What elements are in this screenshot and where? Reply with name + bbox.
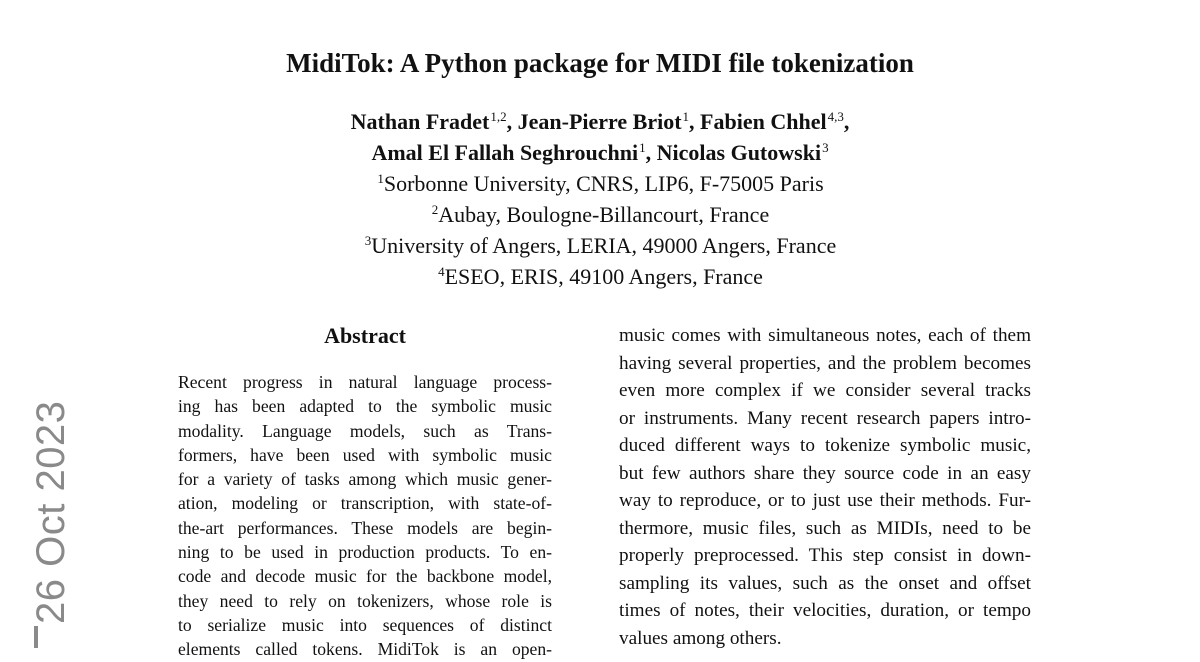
abstract-line: ation, modeling or transcription, with state-of- <box>178 493 552 514</box>
arxiv-sidebar-stamp <box>21 400 81 648</box>
abstract-line: Recent progress in natural language process- <box>178 372 552 392</box>
author-block <box>0 108 1200 294</box>
author-affiliation-marker: 1 <box>682 109 690 124</box>
abstract-line: ing has been adapted to the symbolic music <box>178 396 552 417</box>
author-name: Nicolas Gutowski <box>656 140 822 165</box>
body-line: values among others. <box>619 627 782 649</box>
body-line: having several properties, and the problem becomes <box>619 352 1031 374</box>
right-column-body <box>619 322 1031 652</box>
affiliation-text: ESEO, ERIS, 49100 Angers, France <box>444 264 763 289</box>
author-separator: , <box>689 109 701 134</box>
affiliation-marker: 4 <box>438 264 445 279</box>
author-name: Nathan Fradet <box>350 109 490 134</box>
body-line: duced different ways to tokenize symbolic music, <box>619 435 1031 456</box>
abstract-line: the-art performances. These models are begin- <box>178 517 552 538</box>
affiliation-marker: 3 <box>364 233 372 248</box>
body-line: times of notes, their velocities, duration, or tempo <box>619 600 1031 621</box>
abstract-line: ning to be used in production products. To en- <box>178 542 552 563</box>
body-line: thermore, music files, such as MIDIs, need to be <box>619 517 1031 539</box>
affiliation-text: Sorbonne University, CNRS, LIP6, F-75005 Paris <box>383 171 824 196</box>
abstract-heading: Abstract <box>324 323 406 348</box>
author-separator: , <box>843 109 850 134</box>
author-affiliation-marker: 3 <box>822 140 829 155</box>
body-line: or instruments. Many recent research papers intro- <box>619 407 1031 429</box>
author-names-line-2 <box>0 139 1200 170</box>
abstract-body <box>178 370 552 662</box>
affiliation-text: Aubay, Boulogne-Billancourt, France <box>438 202 770 227</box>
affiliation-marker: 1 <box>377 171 384 186</box>
author-name: Fabien Chhel <box>700 109 827 134</box>
body-line: even more complex if we consider several tracks <box>619 380 1031 401</box>
author-separator: , <box>506 109 518 134</box>
body-line: way to reproduce, or to just use their methods. Fur- <box>619 490 1031 511</box>
abstract-line: to serialize music into sequences of distinct <box>178 614 552 635</box>
author-name: Amal El Fallah Seghrouchni <box>371 140 639 165</box>
body-line: but few authors share they source code in an easy <box>619 462 1031 484</box>
body-line: properly preprocessed. This step consist in down- <box>619 545 1031 566</box>
abstract-line: they need to rely on tokenizers, whose role is <box>178 590 552 611</box>
abstract-line: code and decode music for the backbone model, <box>178 566 552 587</box>
affiliation <box>0 170 1200 201</box>
affiliation <box>0 232 1200 263</box>
author-separator: , <box>645 140 657 165</box>
author-names-line-1 <box>0 108 1200 139</box>
affiliation <box>0 263 1200 294</box>
author-name: Jean-Pierre Briot <box>517 109 682 134</box>
affiliation-text: University of Angers, LERIA, 49000 Angers, France <box>371 233 837 258</box>
body-line: music comes with simultaneous notes, each of them <box>619 325 1031 346</box>
arxiv-date: 26 Oct 2023 <box>29 400 73 624</box>
body-line: sampling its values, such as the onset and offset <box>619 572 1031 594</box>
abstract-line: modality. Language models, such as Trans- <box>178 420 552 441</box>
author-affiliation-marker: 4,3 <box>827 109 844 124</box>
affiliation-marker: 2 <box>431 202 439 217</box>
author-affiliation-marker: 1,2 <box>490 109 507 124</box>
arxiv-sidebar-bar <box>34 626 38 648</box>
author-affiliation-marker: 1 <box>639 140 646 155</box>
affiliation <box>0 201 1200 232</box>
abstract-line: formers, have been used with symbolic music <box>178 444 552 465</box>
abstract-line: elements called tokens. MidiTok is an open- <box>178 639 552 660</box>
paper-title: MidiTok: A Python package for MIDI file tokenization <box>286 48 914 78</box>
abstract-line: for a variety of tasks among which music gener- <box>178 469 552 490</box>
